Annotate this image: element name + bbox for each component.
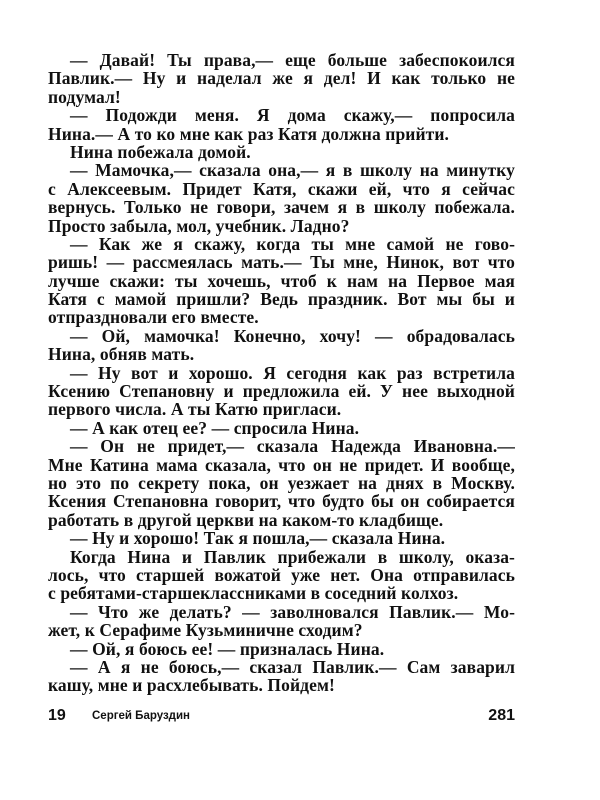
text-line: — А я не боюсь,— сказал Павлик.— Сам заварил <box>70 656 515 677</box>
paragraph <box>48 640 515 658</box>
text-line: ришь! — рассмеялась мать.— Ты мне, Нинок, вот что <box>48 252 515 273</box>
text-line: лось, что старшей вожатой уже нет. Она отправилась <box>48 564 515 585</box>
text-line: — Ну и хорошо! Так я пошла,— сказала Нина. <box>70 528 446 549</box>
text-line: но это по секрету пока, он уезжает на днях в Москву. <box>48 472 515 493</box>
text-line: Когда Нина и Павлик прибежали в школу, оказа- <box>70 546 515 567</box>
text-line: — Как же я скажу, когда ты мне самой не гово- <box>70 233 515 254</box>
text-line: с ребятами-старшеклассниками в соседний колхоз. <box>48 583 459 604</box>
paragraph <box>48 51 515 106</box>
paragraph <box>48 327 515 364</box>
text-line: кашу, мне и расхлебывать. Пойдем! <box>48 675 335 696</box>
page-footer <box>48 707 515 727</box>
signature-number: 19 <box>48 707 66 724</box>
text-line: Нина.— А то ко мне как раз Катя должна прийти. <box>48 123 450 144</box>
text-line: Ксению Степановну и предложила ей. У нее выходной <box>48 381 515 402</box>
text-line: Нина, обняв мать. <box>48 344 195 365</box>
paragraph <box>48 529 515 547</box>
text-line: — Что же делать? — заволновался Павлик.— Мо- <box>70 601 515 622</box>
text-line: — А как отец ее? — спросила Нина. <box>70 417 360 438</box>
text-line: отпраздновали его вместе. <box>48 307 259 328</box>
text-line: — Мамочка,— сказала она,— я в школу на минутку <box>70 160 515 181</box>
author-name: Сергей Баруздин <box>92 710 190 722</box>
text-line: Павлик.— Ну и наделал же я дел! И как только не <box>48 68 515 89</box>
text-line: с Алексеевым. Придет Катя, скажи ей, что я сейчас <box>48 178 515 199</box>
paragraph <box>48 658 515 695</box>
page-number: 281 <box>488 707 515 724</box>
paragraph <box>48 161 515 235</box>
text-line: Ксения Степановна говорит, что будто бы он собирается <box>48 491 515 512</box>
text-line: работать в другой церкви на каком-то кладбище. <box>48 509 444 530</box>
text-line: жет, к Серафиме Кузьминичне сходим? <box>48 620 363 641</box>
text-line: лучше скажи: ты хочешь, чтоб к нам на Первое мая <box>48 270 515 291</box>
text-line: первого числа. А ты Катю пригласи. <box>48 399 342 420</box>
text-line: подумал! <box>48 86 121 107</box>
text-line: — Ой, я боюсь ее! — призналась Нина. <box>70 638 385 659</box>
paragraph <box>48 548 515 603</box>
text-line: Нина побежала домой. <box>70 141 251 162</box>
book-page-text <box>48 51 515 695</box>
paragraph <box>48 364 515 419</box>
paragraph <box>48 419 515 437</box>
text-line: — Давай! Ты права,— еще больше забеспокоился <box>70 50 515 70</box>
paragraph <box>48 235 515 327</box>
text-line: вернусь. Только не говори, зачем я в школу побежала. <box>48 197 515 218</box>
text-line: — Он не придет,— сказала Надежда Ивановна.— <box>70 436 515 457</box>
text-line: Просто забыла, мол, учебник. Ладно? <box>48 215 350 236</box>
paragraph <box>48 143 515 161</box>
text-line: — Ну вот и хорошо. Я сегодня как раз встретила <box>70 362 515 383</box>
paragraph <box>48 106 515 143</box>
text-line: Мне Катина мама сказала, что он не придет. И вообще, <box>48 454 515 475</box>
paragraph <box>48 603 515 640</box>
text-line: — Ой, мамочка! Конечно, хочу! — обрадовалась <box>70 325 515 346</box>
text-line: — Подожди меня. Я дома скажу,— попросила <box>70 105 515 126</box>
paragraph <box>48 437 515 529</box>
text-line: Катя с мамой пришли? Ведь праздник. Вот мы бы и <box>48 289 515 310</box>
